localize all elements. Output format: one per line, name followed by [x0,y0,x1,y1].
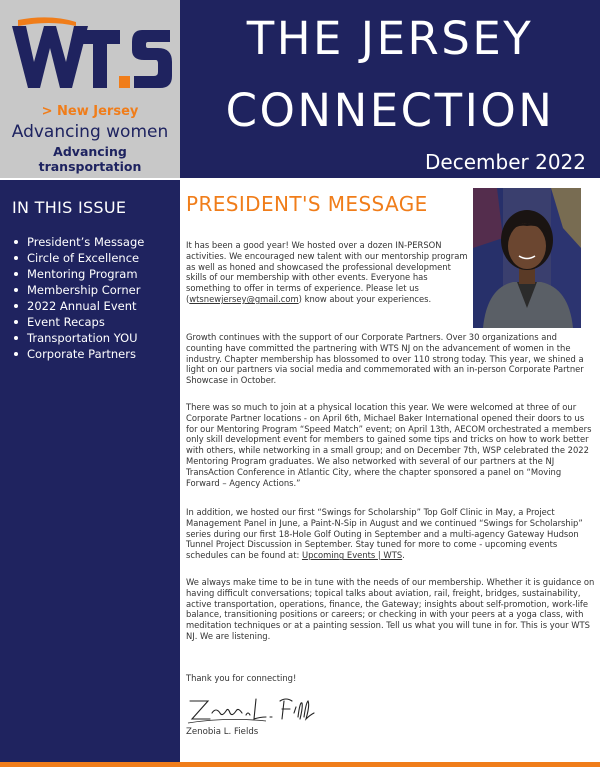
logo-panel [0,0,180,178]
contact-email-link[interactable]: wtsnewjersey@gmail.com [189,293,299,304]
intro-text: It has been a good year! We hosted over a dozen IN-PERSON activities. We encouraged new talent with our mentorship program as well as honed and showcased the professional development skills of our membership with other events. Everyone has something to offer in terms of experience. Please let us ( [186,240,468,304]
article [180,180,600,762]
contents-item-membership-corner: Membership Corner [12,282,144,298]
chapter-label: > New Jersey [41,104,139,119]
contents-item-event-recaps: Event Recaps [12,314,144,330]
contents-item-presidents-message: President’s Message [12,234,144,250]
closing-line: Thank you for connecting! [186,673,297,683]
signer-name: Zenobia L. Fields [186,727,259,737]
sidebar-heading: IN THIS ISSUE [12,198,127,217]
upcoming-events-link[interactable]: Upcoming Events | WTS [301,550,403,561]
contents-item-corporate-partners: Corporate Partners [12,346,144,362]
issue-contents-list [12,234,144,362]
issue-date: December 2022 [425,150,586,174]
tagline-secondary: Advancing transportation [38,144,142,174]
events-text: In addition, we hosted our first “Swings for Scholarship” Top Golf Clinic in May, a Project Management Panel in June, a Paint-N-Sip in August and we continued “Swings for Scholarship” series during our first 18-Hole Golf Outing in September and a multi-agency Gateway Hudson Tunnel Project Discussion in September. Stay tuned for more to come - upcoming events schedules can be found at: [186,507,583,561]
wts-logo [10,16,175,96]
paragraph-events [186,507,596,561]
paragraph-locations: There was so much to join at a physical location this year. We were welcomed at three of our Corporate Partner locations - on April 6th, Michael Baker International opened their doors to us for our Mentoring Program “Speed Match” event; on April 13th, AECOM orchestrated a members only skill development event for members to gained some tips and tricks on how to work better with others, while networking in a small group; and on December 7th, WSP celebrated the 2022 Mentoring Program graduates. We also networked with several of our partners at the NJ TransAction Conference in Atlantic City, where the chapter sponsored a panel on “Moving Forward – Agency Actions.” [186,402,592,488]
paragraph-growth: Growth continues with the support of our Corporate Partners. Over 30 organizations and counting have committed the partnering with WTS NJ on the advancement of women in the industry. Chapter membership has blossomed to over 110 strong today. This year, we shined a light on our partners via social media and commemorated with an in-person Corporate Partner Showcase in October. [186,332,584,386]
contents-item-mentoring-program: Mentoring Program [12,266,144,282]
contents-item-circle-of-excellence: Circle of Excellence [12,250,144,266]
article-heading: PRESIDENT'S MESSAGE [186,192,428,216]
contents-item-annual-event: 2022 Annual Event [12,298,144,314]
tagline-primary: Advancing women [11,122,169,142]
president-photo [473,188,581,328]
paragraph-intro [186,240,472,305]
paragraph-membership: We always make time to be in tune with the needs of our membership. Whether it is guidance on having difficult conversations; topical talks about aviation, rail, freight, bridges, sustainability, active transportation, operations, finance, the Gateway; insights about self-promotion, work-life balance, transitioning positions or careers; or checking in with your peers at a yoga class, with meditation techniques or at a painting session. Tell us what you will tune in for. This is your WTS NJ. We are listening. [186,577,595,641]
newsletter-title [180,14,600,136]
title-line-1: THE JERSEY [246,12,534,65]
events-text-end: . [402,550,405,561]
intro-text-end: ) know about your experiences. [298,293,432,304]
sidebar [0,180,180,762]
footer-strip [0,767,600,776]
signature [186,691,316,725]
title-panel [180,0,600,178]
title-line-2: CONNECTION [225,84,555,137]
contents-item-transportation-you: Transportation YOU [12,330,144,346]
